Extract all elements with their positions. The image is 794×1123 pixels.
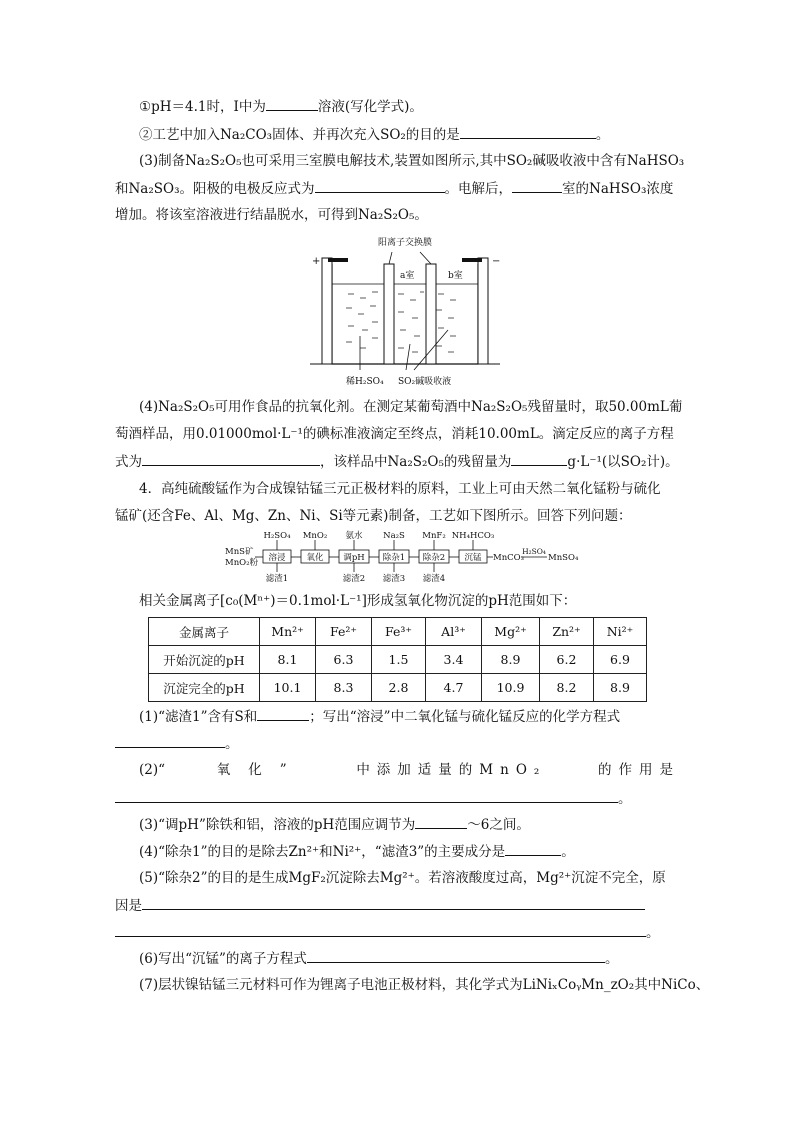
- answer-blank[interactable]: [505, 841, 561, 856]
- table-header: Fe²⁺: [316, 618, 372, 646]
- q4-3: (3)“调pH”除铁和铝，溶液的pH范围应调节为 ～6之间。: [139, 814, 704, 835]
- minus-sign: −: [492, 256, 500, 267]
- step-2: 氧化: [306, 553, 324, 563]
- plus-sign: +: [312, 256, 321, 267]
- reagent-5: MnF₂: [422, 531, 446, 541]
- table-header: Al³⁺: [426, 618, 482, 646]
- residue-4: 滤渣4: [422, 574, 446, 584]
- q3-part3-line3: 增加。将该室溶液进行结晶脱水，可得到Na₂S₂O₅。: [115, 207, 428, 223]
- q4-1-line2: 。: [115, 733, 680, 754]
- answer-blank[interactable]: [415, 814, 467, 829]
- table-header: Ni²⁺: [594, 618, 647, 646]
- residue-3: 滤渣3: [382, 574, 406, 584]
- table-intro: 相关金属离子[c₀(Mⁿ⁺)＝0.1mol·L⁻¹]形成氢氧化物沉淀的pH范围如下：: [139, 593, 577, 609]
- membrane-left: [384, 264, 394, 364]
- step-5: 除杂2: [422, 553, 446, 563]
- step-3: 调pH: [343, 553, 365, 563]
- table-header-row: [149, 618, 647, 646]
- room-b-label: b室: [448, 271, 463, 281]
- table-cell: 4.7: [426, 674, 482, 702]
- membrane-label: 阳离子交换膜: [377, 238, 433, 248]
- q3-part3-line1: (3)制备Na₂S₂O₅也可采用三室膜电解技术,装置如图所示,其中SO₂碱吸收液中含有NaHSO₃: [139, 153, 685, 169]
- answer-blank[interactable]: [115, 788, 618, 803]
- q4-5-line2: 因是: [115, 895, 680, 916]
- table-cell: 6.9: [594, 646, 647, 674]
- precipitation-ph-table: [148, 617, 647, 702]
- table-row: [149, 646, 647, 674]
- table-cell: 8.3: [316, 674, 372, 702]
- q4-5-line1: (5)“除杂2”的目的是生成MgF₂沉淀除去Mg²⁺。若溶液酸度过高，Mg²⁺沉淀不完全，原: [139, 870, 666, 886]
- step-6: 沉锰: [464, 553, 482, 563]
- table-cell: 8.9: [594, 674, 647, 702]
- q3-part4-line3: 式为 ，该样品中Na₂S₂O₅的残留量为 g·L⁻¹(以SO₂计)。: [115, 451, 680, 472]
- reagent-2: MnO₂: [302, 531, 328, 541]
- answer-blank[interactable]: [142, 895, 645, 910]
- electrolysis-cell-diagram: [310, 232, 500, 392]
- table-cell: 6.2: [540, 646, 594, 674]
- q3-part4-line2: 萄酒样品，用0.01000mol·L⁻¹的碘标准液滴定至终点，消耗10.00mL。滴定反应的离子方程: [115, 426, 674, 442]
- answer-blank[interactable]: [315, 178, 445, 193]
- liquid-hatching: [346, 292, 456, 352]
- q4-intro-line1: 4．高纯硫酸锰作为合成镍钴锰三元正极材料的原料，工业上可由天然二氧化锰粉与硫化: [139, 481, 661, 497]
- q4-6: (6)写出“沉锰”的离子方程式 。: [139, 948, 704, 969]
- table-cell: 3.4: [426, 646, 482, 674]
- row-label: 开始沉淀的pH: [149, 646, 260, 674]
- reagent-3: 氨水: [345, 531, 363, 541]
- q4-intro-line2: 锰矿(还含Fe、Al、Mg、Zn、Ni、Si等元素)制备，工艺如下图所示。回答下列问题：: [115, 508, 632, 524]
- table-header: Zn²⁺: [540, 618, 594, 646]
- anode-electrode: [322, 258, 332, 364]
- q4-2-line1: (2)“ 氧化” 中添加适量的MnO₂ 的作用是: [139, 762, 680, 778]
- q4-2-line2: 。: [115, 788, 680, 809]
- reagent-4: Na₂S: [383, 531, 405, 541]
- left-liquid-label: 稀H₂SO₄: [346, 377, 384, 387]
- answer-blank[interactable]: [257, 706, 309, 721]
- q3-part4-line1: (4)Na₂S₂O₅可用作食品的抗氧化剂。在测定某葡萄酒中Na₂S₂O₅残留量时，取50.00mL葡: [139, 399, 683, 415]
- reagent-6: NH₄HCO₃: [451, 531, 495, 541]
- product-1: MnCO₃: [493, 553, 525, 563]
- table-corner: 金属离子: [149, 618, 260, 646]
- table-row: [149, 674, 647, 702]
- process-flowchart: [225, 528, 585, 584]
- q4-4: (4)“除杂1”的目的是除去Zn²⁺和Ni²⁺，“滤渣3”的主要成分是 。: [139, 841, 704, 862]
- q3-part3-line2: 和Na₂SO₃。阳极的电极反应式为 。电解后， 室的NaHSO₃浓度: [115, 178, 680, 199]
- step-1: 溶浸: [268, 553, 286, 563]
- room-a-label: a室: [400, 271, 415, 281]
- membrane-right: [426, 264, 436, 364]
- answer-blank[interactable]: [266, 96, 318, 111]
- q4-7-line1: (7)层状镍钴锰三元材料可作为锂离子电池正极材料，其化学式为LiNiₓCoᵧMn_zO₂其中NiCo、: [139, 977, 710, 993]
- q3-sub2: ②工艺中加入Na₂CO₃固体、并再次充入SO₂的目的是 。: [139, 124, 704, 145]
- residue-2: 滤渣2: [342, 574, 366, 584]
- final-reagent: H₂SO₄: [522, 547, 546, 556]
- table-cell: 6.3: [316, 646, 372, 674]
- step-4: 除杂1: [382, 553, 406, 563]
- q4-1-line1: (1)“滤渣1”含有S和 ；写出“溶浸”中二氧化锰与硫化锰反应的化学方程式: [139, 706, 704, 727]
- answer-blank[interactable]: [115, 922, 646, 937]
- table-cell: 8.9: [482, 646, 540, 674]
- right-liquid-label: SO₂碱吸收液: [398, 377, 452, 387]
- q4-5-line3: 。: [115, 922, 680, 943]
- residue-1: 滤渣1: [265, 574, 289, 584]
- answer-blank[interactable]: [460, 124, 596, 139]
- table-cell: 1.5: [372, 646, 426, 674]
- answer-blank[interactable]: [142, 451, 320, 466]
- product-2: MnSO₄: [548, 553, 579, 563]
- row-label: 沉淀完全的pH: [149, 674, 260, 702]
- answer-blank[interactable]: [115, 733, 225, 748]
- answer-blank[interactable]: [512, 178, 562, 193]
- table-header: Fe³⁺: [372, 618, 426, 646]
- table-cell: 10.9: [482, 674, 540, 702]
- q3-sub1: ①pH＝4.1时，Ⅰ中为 溶液(写化学式)。: [139, 96, 704, 117]
- raw-material-2: MnO₂粉: [225, 558, 259, 568]
- raw-material-1: MnS矿: [225, 547, 254, 557]
- table-cell: 8.2: [540, 674, 594, 702]
- reagent-1: H₂SO₄: [263, 531, 291, 541]
- answer-blank[interactable]: [307, 948, 605, 963]
- table-cell: 2.8: [372, 674, 426, 702]
- table-header: Mn²⁺: [260, 618, 316, 646]
- table-header: Mg²⁺: [482, 618, 540, 646]
- table-cell: 8.1: [260, 646, 316, 674]
- cathode-electrode: [478, 258, 488, 364]
- answer-blank[interactable]: [511, 451, 567, 466]
- table-cell: 10.1: [260, 674, 316, 702]
